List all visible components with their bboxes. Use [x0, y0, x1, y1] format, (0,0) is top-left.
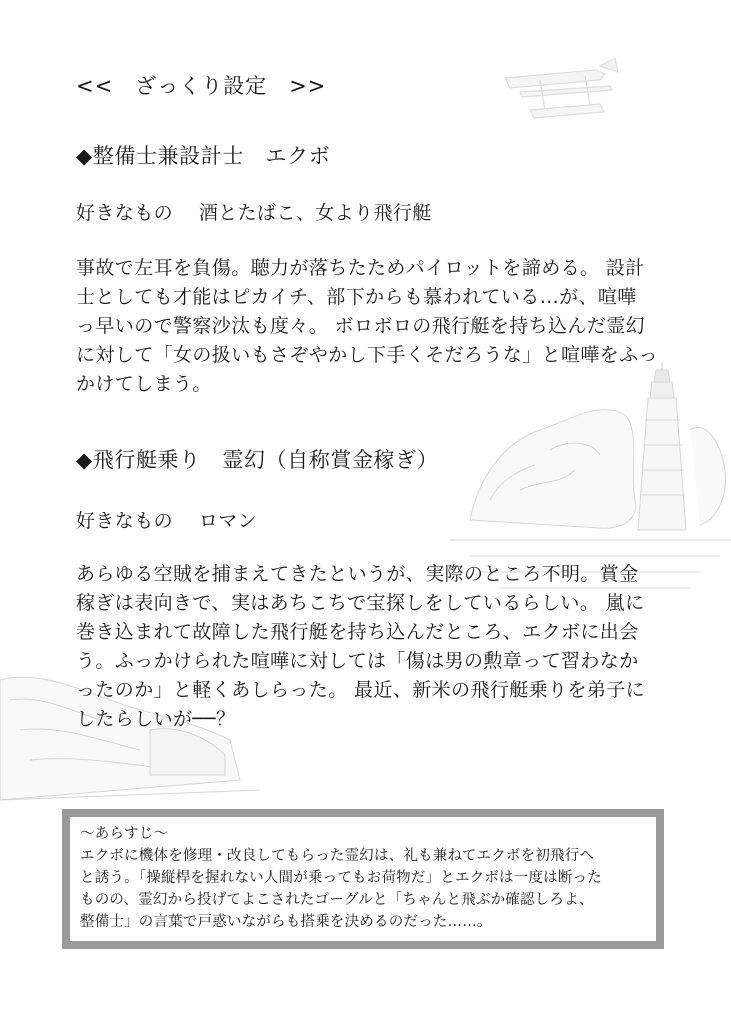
- character-description-reigen: [76, 560, 656, 734]
- character-likes-ekubo: 好きなもの 酒とたばこ、女より飛行艇: [76, 202, 432, 224]
- description-line: ったのか」と軽くあしらった。 最近、新米の飛行艇乗りを弟子に: [76, 679, 646, 701]
- synopsis-content: [70, 817, 656, 941]
- synopsis-line: 整備士」の言葉で戸惑いながらも搭乗を決めるのだった……。: [80, 914, 492, 930]
- description-line: かけてしまう。: [76, 373, 212, 395]
- synopsis-line: エクボに機体を修理・改良してもらった霊幻は、礼も兼ねてエクボを初飛行へ: [80, 848, 595, 864]
- synopsis-line: と誘う。「操縦桿を握れない人間が乗ってもお荷物だ」とエクボは一度は断った: [80, 870, 602, 886]
- description-line: あらゆる空賊を捕まえてきたというが、実際のところ不明。賞金: [76, 563, 639, 585]
- description-line: したらしいが──？: [76, 708, 236, 730]
- seaplane-icon: [505, 58, 618, 118]
- character-description-ekubo: [76, 254, 659, 399]
- synopsis-box: [62, 809, 664, 949]
- character-heading-ekubo: ◆整備士兼設計士 エクボ: [76, 144, 331, 168]
- description-line: に対して「女の扱いもさぞやかし下手くそだろうな」と喧嘩をふっ: [76, 344, 659, 366]
- character-heading-reigen: ◆飛行艇乗り 霊幻（自称賞金稼ぎ）: [76, 448, 439, 472]
- character-likes-reigen: 好きなもの ロマン: [76, 510, 258, 532]
- description-line: う。ふっかけられた喧嘩に対しては「傷は男の勲章って習わなか: [76, 650, 639, 672]
- description-line: 巻き込まれて故障した飛行艇を持ち込んだところ、エクボに出会: [76, 621, 639, 643]
- description-line: 事故で左耳を負傷。聴力が落ちたためパイロットを諦める。 設計: [76, 257, 645, 279]
- synopsis-line: ものの、霊幻から投げてよこされたゴーグルと「ちゃんと飛ぶか確認しろよ、: [80, 892, 594, 908]
- description-line: っ早いので警察沙汰も度々。 ボロボロの飛行艇を持ち込んだ霊幻: [76, 315, 646, 337]
- description-line: 稼ぎは表向きで、実はあちこちで宝探しをしているらしい。 嵐に: [76, 592, 645, 614]
- page-title: << ざっくり設定 >>: [76, 74, 327, 98]
- synopsis-heading: 〜あらすじ〜: [80, 826, 169, 842]
- description-line: 士としても才能はピカイチ、部下からも慕われている…が、喧嘩: [76, 286, 637, 308]
